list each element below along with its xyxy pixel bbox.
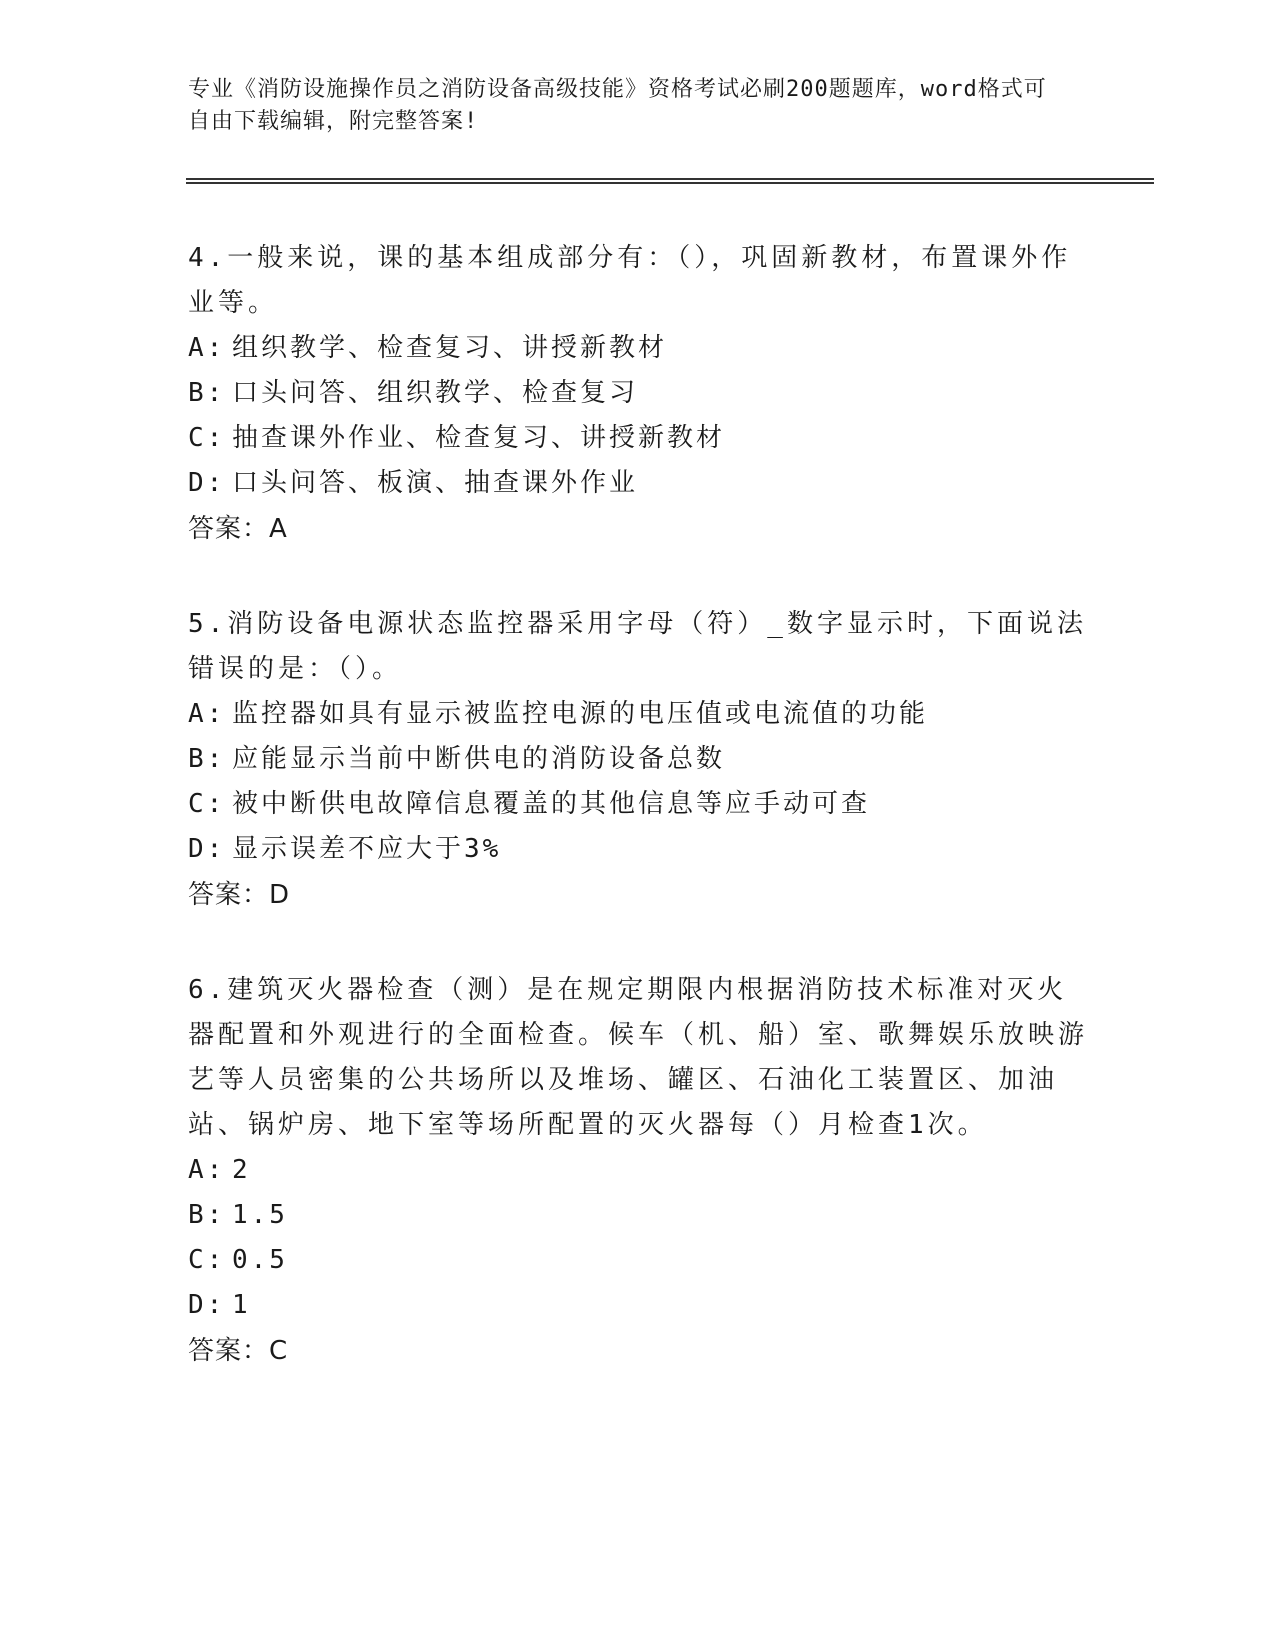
header-title: 专业《消防设施操作员之消防设备高级技能》资格考试必刷200题题库，word格式可自由下载编辑，附完整答案! xyxy=(188,77,1047,134)
option-letter: C: xyxy=(188,1245,226,1275)
answer-line: 答案：D xyxy=(188,880,291,910)
option-a xyxy=(188,1148,1088,1193)
option-text: 口头问答、板演、抽查课外作业 xyxy=(232,468,639,498)
option-letter: C: xyxy=(188,789,226,819)
option-c xyxy=(188,782,1088,827)
option-letter: D: xyxy=(188,468,226,498)
option-text: 监控器如具有显示被监控电源的电压值或电流值的功能 xyxy=(232,699,929,729)
answer-line: 答案：C xyxy=(188,1336,289,1366)
option-text: 组织教学、检查复习、讲授新教材 xyxy=(232,333,668,363)
option-text: 口头问答、组织教学、检查复习 xyxy=(232,378,639,408)
option-letter: B: xyxy=(188,744,226,774)
option-text: 显示误差不应大于3% xyxy=(232,834,502,864)
option-letter: A: xyxy=(188,1155,226,1185)
option-letter: C: xyxy=(188,423,226,453)
option-a xyxy=(188,326,1088,371)
option-text: 1.5 xyxy=(232,1200,288,1230)
option-text: 被中断供电故障信息覆盖的其他信息等应手动可查 xyxy=(232,789,871,819)
question-stem: 5.消防设备电源状态监控器采用字母（符）_数字显示时，下面说法错误的是：（）。 xyxy=(188,609,1087,684)
option-letter: B: xyxy=(188,1200,226,1230)
option-b xyxy=(188,737,1088,782)
option-text: 应能显示当前中断供电的消防设备总数 xyxy=(232,744,726,774)
page-header xyxy=(188,74,1068,138)
question-stem: 4.一般来说，课的基本组成部分有：（），巩固新教材，布置课外作业等。 xyxy=(188,243,1072,318)
option-text: 0.5 xyxy=(232,1245,288,1275)
question-list xyxy=(188,236,1088,1424)
option-letter: A: xyxy=(188,699,226,729)
option-d xyxy=(188,827,1088,872)
option-text: 2 xyxy=(232,1155,251,1185)
question-5 xyxy=(188,602,1088,918)
question-stem: 6.建筑灭火器检查（测）是在规定期限内根据消防技术标准对灭火器配置和外观进行的全面检查。候车（机、船）室、歌舞娱乐放映游艺等人员密集的公共场所以及堆场、罐区、石油化工装置区、加油站、锅炉房、地下室等场所配置的灭火器每（）月检查1次。 xyxy=(188,975,1089,1140)
option-c xyxy=(188,416,1088,461)
option-d xyxy=(188,1283,1088,1328)
option-text: 1 xyxy=(232,1290,251,1320)
option-b xyxy=(188,371,1088,416)
question-6 xyxy=(188,968,1088,1374)
option-c xyxy=(188,1238,1088,1283)
option-b xyxy=(188,1193,1088,1238)
option-a xyxy=(188,692,1088,737)
question-4 xyxy=(188,236,1088,552)
option-letter: A: xyxy=(188,333,226,363)
header-divider xyxy=(186,178,1154,184)
option-text: 抽查课外作业、检查复习、讲授新教材 xyxy=(232,423,726,453)
option-d xyxy=(188,461,1088,506)
option-letter: B: xyxy=(188,378,226,408)
option-letter: D: xyxy=(188,1290,226,1320)
answer-line: 答案：A xyxy=(188,514,288,544)
option-letter: D: xyxy=(188,834,226,864)
